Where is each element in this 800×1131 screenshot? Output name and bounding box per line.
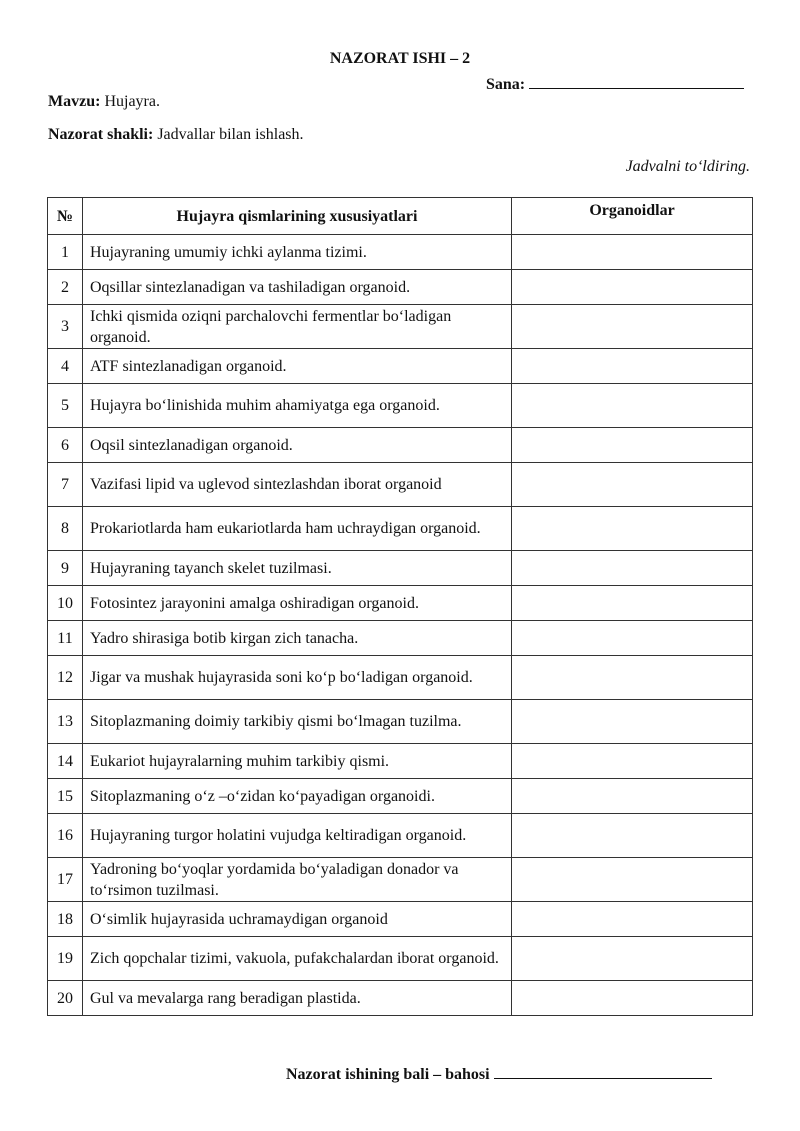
row-description: ATF sintezlanadigan organoid.	[83, 349, 512, 384]
page-title: NAZORAT ISHI – 2	[329, 50, 471, 67]
grade-label: Nazorat ishining bali – bahosi	[286, 1066, 490, 1083]
table-row	[48, 270, 753, 305]
row-number: 16	[48, 814, 83, 858]
answer-cell[interactable]	[512, 902, 753, 937]
row-description: Jigar va mushak hujayrasida soni ko‘p bo‘ladigan organoid.	[83, 656, 512, 700]
control-form-line	[48, 126, 304, 144]
row-description: Hujayraning turgor holatini vujudga keltiradigan organoid.	[83, 814, 512, 858]
row-number: 18	[48, 902, 83, 937]
row-description: Vazifasi lipid va uglevod sintezlashdan iborat organoid	[83, 463, 512, 507]
row-description: Sitoplazmaning doimiy tarkibiy qismi bo‘lmagan tuzilma.	[83, 700, 512, 744]
row-description: Oqsillar sintezlanadigan va tashiladigan organoid.	[83, 270, 512, 305]
row-number: 17	[48, 858, 83, 902]
row-description: Fotosintez jarayonini amalga oshiradigan organoid.	[83, 586, 512, 621]
table-row	[48, 814, 753, 858]
row-number: 11	[48, 621, 83, 656]
row-description: Hujayra bo‘linishida muhim ahamiyatga ega organoid.	[83, 384, 512, 428]
answer-cell[interactable]	[512, 744, 753, 779]
row-number: 12	[48, 656, 83, 700]
topic-value: Hujayra.	[104, 93, 160, 110]
grade-line[interactable]	[286, 1062, 712, 1084]
answer-cell[interactable]	[512, 463, 753, 507]
row-number: 5	[48, 384, 83, 428]
row-description: Sitoplazmaning o‘z –o‘zidan ko‘payadigan organoidi.	[83, 779, 512, 814]
table-body	[48, 235, 753, 1016]
row-number: 3	[48, 305, 83, 349]
table-row	[48, 235, 753, 270]
row-description: Oqsil sintezlanadigan organoid.	[83, 428, 512, 463]
row-description: Ichki qismida oziqni parchalovchi fermentlar bo‘ladigan organoid.	[83, 305, 512, 349]
table-row	[48, 779, 753, 814]
table-row	[48, 428, 753, 463]
row-number: 10	[48, 586, 83, 621]
table-row	[48, 656, 753, 700]
table-row	[48, 981, 753, 1016]
answer-cell[interactable]	[512, 858, 753, 902]
answer-cell[interactable]	[512, 305, 753, 349]
row-description: O‘simlik hujayrasida uchramaydigan organoid	[83, 902, 512, 937]
row-number: 15	[48, 779, 83, 814]
answer-cell[interactable]	[512, 656, 753, 700]
row-number: 6	[48, 428, 83, 463]
row-number: 8	[48, 507, 83, 551]
table-row	[48, 621, 753, 656]
row-description: Zich qopchalar tizimi, vakuola, pufakchalardan iborat organoid.	[83, 937, 512, 981]
topic-label: Mavzu:	[48, 93, 101, 110]
column-header-organelles: Organoidlar	[512, 198, 753, 235]
row-number: 20	[48, 981, 83, 1016]
table-header-row	[48, 198, 753, 235]
table-row	[48, 551, 753, 586]
date-label: Sana:	[486, 76, 526, 93]
row-description: Prokariotlarda ham eukariotlarda ham uchraydigan organoid.	[83, 507, 512, 551]
row-description: Hujayraning tayanch skelet tuzilmasi.	[83, 551, 512, 586]
row-description: Eukariot hujayralarning muhim tarkibiy qismi.	[83, 744, 512, 779]
table-row	[48, 305, 753, 349]
table-row	[48, 586, 753, 621]
answer-cell[interactable]	[512, 779, 753, 814]
control-form-label: Nazorat shakli:	[48, 126, 154, 143]
control-form-value: Jadvallar bilan ishlash.	[157, 126, 304, 143]
row-number: 7	[48, 463, 83, 507]
instruction-text: Jadvalni to‘ldiring.	[625, 158, 750, 175]
table-row	[48, 384, 753, 428]
table-row	[48, 858, 753, 902]
row-number: 19	[48, 937, 83, 981]
answer-cell[interactable]	[512, 937, 753, 981]
row-number: 4	[48, 349, 83, 384]
row-description: Hujayraning umumiy ichki aylanma tizimi.	[83, 235, 512, 270]
date-field[interactable]	[486, 72, 744, 94]
row-description: Yadroning bo‘yoqlar yordamida bo‘yaladigan donador va to‘rsimon tuzilmasi.	[83, 858, 512, 902]
worksheet-table	[47, 197, 753, 1016]
topic-line	[48, 93, 160, 111]
table-row	[48, 349, 753, 384]
table-row	[48, 700, 753, 744]
answer-cell[interactable]	[512, 270, 753, 305]
table-row	[48, 937, 753, 981]
row-description: Gul va mevalarga rang beradigan plastida.	[83, 981, 512, 1016]
row-number: 13	[48, 700, 83, 744]
column-header-number: №	[48, 198, 83, 235]
table-row	[48, 744, 753, 779]
grade-blank-line[interactable]	[494, 1062, 712, 1079]
answer-cell[interactable]	[512, 814, 753, 858]
row-number: 2	[48, 270, 83, 305]
answer-cell[interactable]	[512, 428, 753, 463]
row-number: 1	[48, 235, 83, 270]
answer-cell[interactable]	[512, 551, 753, 586]
row-description: Yadro shirasiga botib kirgan zich tanacha.	[83, 621, 512, 656]
answer-cell[interactable]	[512, 586, 753, 621]
answer-cell[interactable]	[512, 621, 753, 656]
date-blank-line[interactable]	[529, 72, 744, 89]
table-row	[48, 507, 753, 551]
answer-cell[interactable]	[512, 981, 753, 1016]
answer-cell[interactable]	[512, 235, 753, 270]
answer-cell[interactable]	[512, 349, 753, 384]
table-row	[48, 463, 753, 507]
row-number: 14	[48, 744, 83, 779]
row-number: 9	[48, 551, 83, 586]
answer-cell[interactable]	[512, 507, 753, 551]
table-row	[48, 902, 753, 937]
answer-cell[interactable]	[512, 700, 753, 744]
column-header-description: Hujayra qismlarining xususiyatlari	[83, 198, 512, 235]
answer-cell[interactable]	[512, 384, 753, 428]
